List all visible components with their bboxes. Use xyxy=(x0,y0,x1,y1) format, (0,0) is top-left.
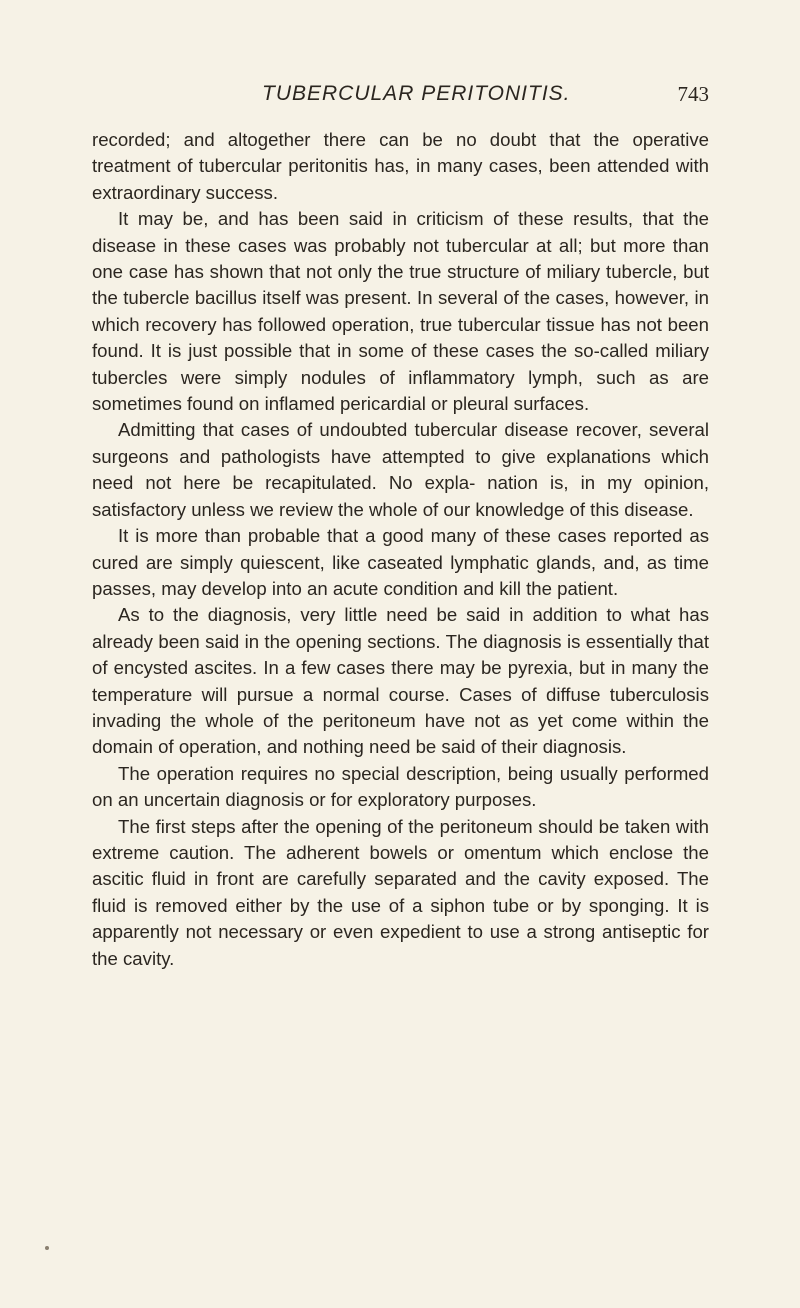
paragraph: It is more than probable that a good many of these cases reported as cured are simply quiescent, like caseated lymphatic glands, and, as time passes, may develop into an acute condition and kill the patient. xyxy=(92,525,709,599)
body-text xyxy=(92,127,709,972)
paragraph: As to the diagnosis, very little need be said in addition to what has already been said in the opening sections. The diagnosis is essentially that of encysted ascites. In a few cases there may be pyrexia, but in many the temperature will pursue a normal course. Cases of diffuse tuberculosis invading the whole of the peritoneum have not as yet come within the domain of operation, and nothing need be said of their diagnosis. xyxy=(92,604,709,758)
paper-speck xyxy=(45,1246,49,1250)
paragraph: It may be, and has been said in criticism of these results, that the disease in these cases was probably not tubercular at all; but more than one case has shown that not only the true structure of miliary tubercle, but the tubercle bacillus itself was present. In several of the cases, however, in which recovery has followed operation, true tubercular tissue has not been found. It is just possible that in some of these cases the so-called miliary tubercles were simply nodules of inflammatory lymph, such as are sometimes found on inflamed pericardial or pleural surfaces. xyxy=(92,208,709,415)
page-header xyxy=(92,80,709,108)
paragraph: The operation requires no special description, being usually performed on an uncertain diagnosis or for exploratory purposes. xyxy=(92,762,709,811)
running-title: TUBERCULAR PERITONITIS. xyxy=(262,82,571,105)
page-number: 743 xyxy=(677,82,709,106)
paragraph: recorded; and altogether there can be no doubt that the operative treatment of tubercular peritonitis has, in many cases, been attended with extraordinary success. xyxy=(92,129,709,203)
paragraph: Admitting that cases of undoubted tubercular disease recover, several surgeons and pathologists have attempted to give explanations which need not here be recapitulated. No expla- nation is, in my opinion, satisfactory unless we review the whole of our knowledge of this disease. xyxy=(92,419,709,520)
paragraph: The first steps after the opening of the peritoneum should be taken with extreme caution. The adherent bowels or omentum which enclose the ascitic fluid in front are carefully separated and the cavity exposed. The fluid is removed either by the use of a siphon tube or by sponging. It is apparently not necessary or even expedient to use a strong antiseptic for the cavity. xyxy=(92,815,709,969)
